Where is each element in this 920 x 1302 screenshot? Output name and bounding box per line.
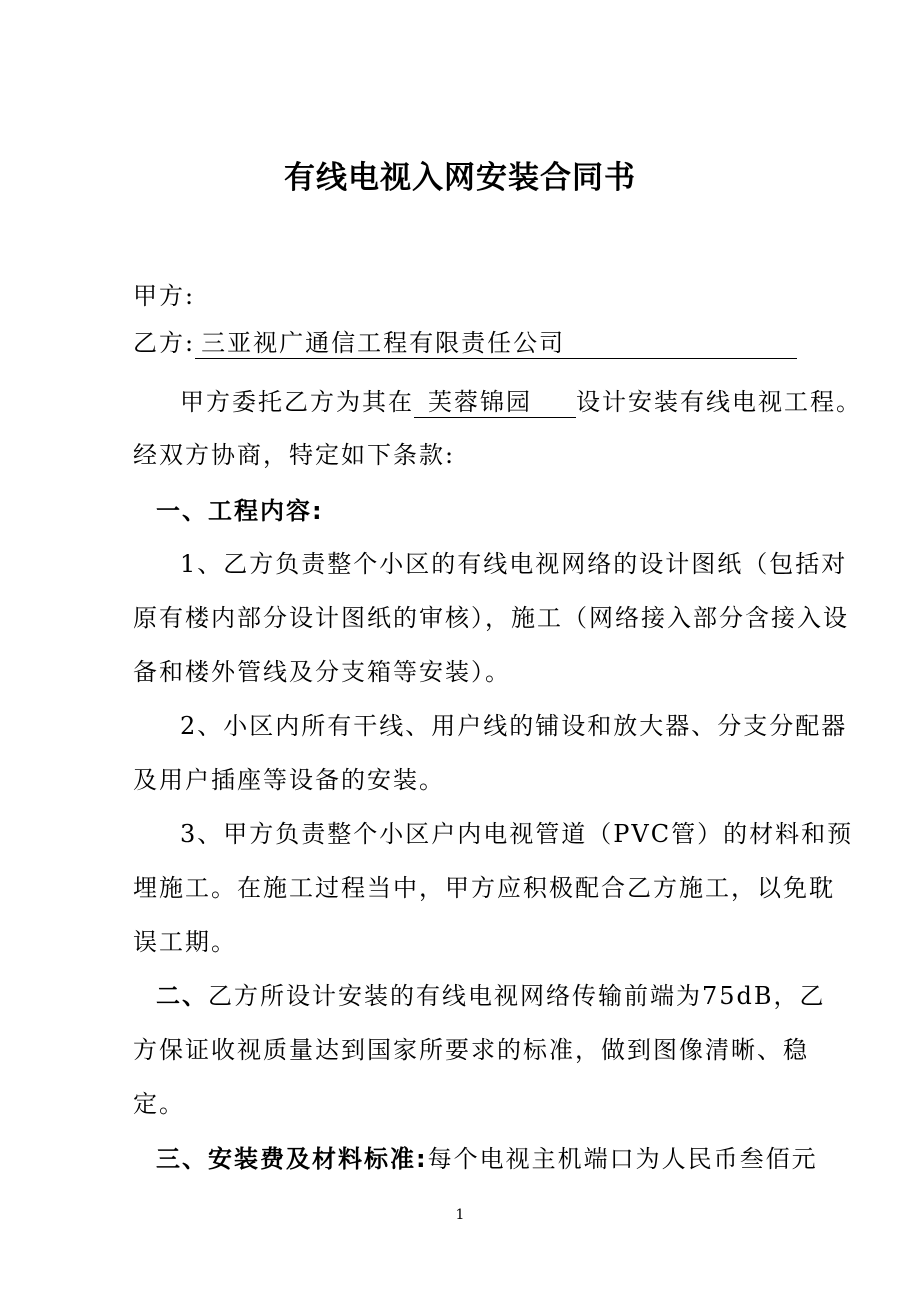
section-2-line-1 — [156, 978, 836, 1014]
party-b-name: 三亚视广通信工程有限责任公司 — [201, 329, 566, 357]
item-3-line-1: 3、甲方负责整个小区户内电视管道（PVC管）的材料和预 — [180, 820, 854, 848]
item-3-line-2: 埋施工。在施工过程当中，甲方应积极配合乙方施工，以免耽 — [133, 874, 835, 902]
section-3-text: 每个电视主机端口为人民币叁佰元 — [427, 1145, 818, 1173]
party-a-label: 甲方: — [133, 282, 196, 310]
section-3-line-1 — [156, 1141, 836, 1177]
party-b-label: 乙方: — [133, 329, 196, 357]
item-1-line-2: 原有楼内部分设计图纸的审核），施工（网络接入部分含接入设 — [133, 604, 849, 632]
item-1-line-3: 备和楼外管线及分支箱等安装）。 — [133, 658, 511, 686]
section-1-heading: 一、工程内容: — [156, 497, 324, 525]
item-1-line-1: 1、乙方负责整个小区的有线电视网络的设计图纸（包括对 — [180, 550, 848, 578]
item-2-line-2: 及用户插座等设备的安装。 — [133, 766, 445, 794]
page-number: 1 — [455, 1207, 465, 1223]
party-b-line — [133, 325, 813, 361]
intro-before: 甲方委托乙方为其在 — [180, 388, 414, 416]
item-3-line-3: 误工期。 — [133, 928, 237, 956]
party-a-line — [133, 278, 813, 314]
page-title: 有线电视入网安装合同书 — [284, 160, 636, 196]
section-2-text: 乙方所设计安装的有线电视网络传输前端为75dB，乙 — [208, 982, 826, 1010]
intro-line-1 — [180, 384, 860, 420]
section-2-heading: 二、 — [156, 982, 208, 1010]
item-2-line-1: 2、小区内所有干线、用户线的铺设和放大器、分支分配器 — [180, 712, 848, 740]
section-2-line-2: 方保证收视质量达到国家所要求的标准，做到图像清晰、稳 — [133, 1036, 809, 1064]
intro-after: 设计安装有线电视工程。 — [576, 388, 862, 416]
section-3-heading: 三、安装费及材料标准: — [156, 1145, 428, 1173]
section-2-line-3: 定。 — [133, 1090, 185, 1118]
project-location: 芙蓉锦园 — [428, 388, 532, 416]
intro-line-2: 经双方协商，特定如下条款: — [133, 441, 456, 469]
